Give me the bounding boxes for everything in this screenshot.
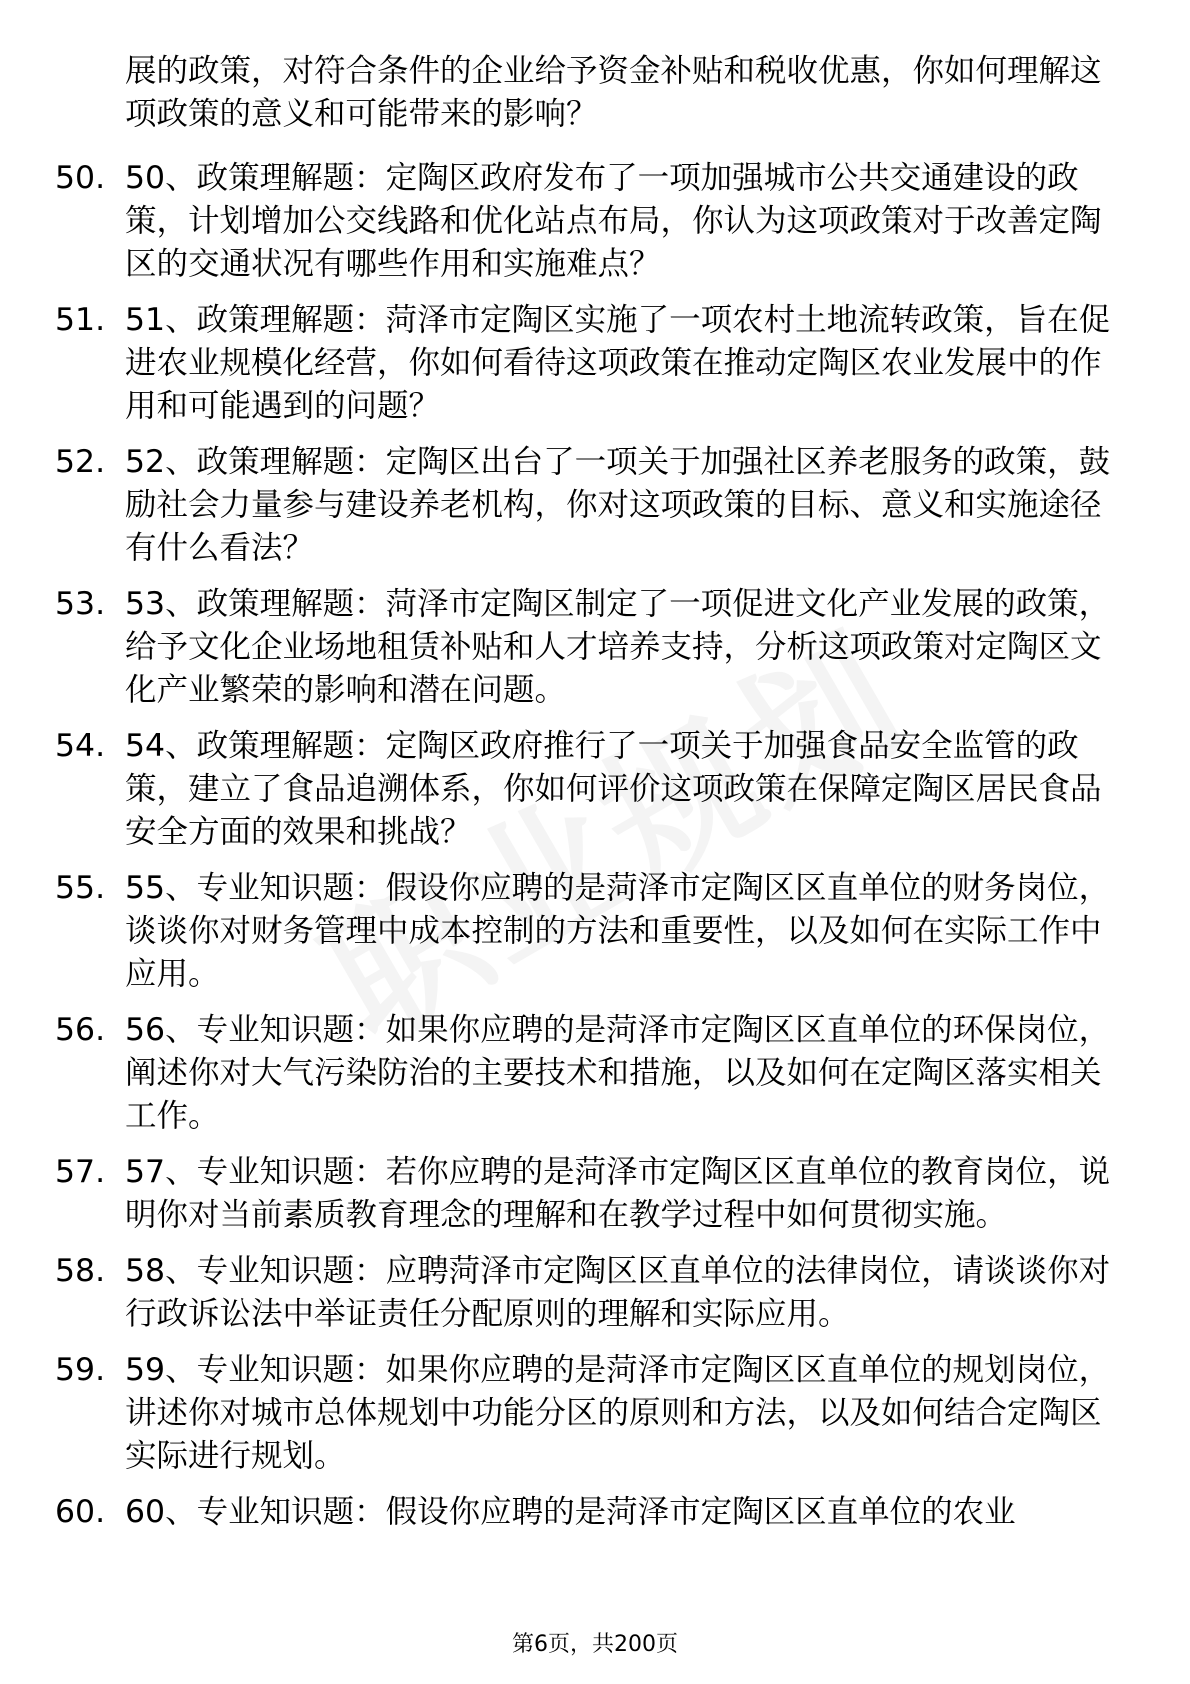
item-number: 52. [55,444,106,480]
item-number: 56. [55,1012,106,1048]
list-item [0,725,1190,854]
list-item [0,299,1190,428]
item-text: 50、政策理解题：定陶区政府发布了一项加强城市公共交通建设的政策，计划增加公交线路和优化站点布局，你认为这项政策对于改善定陶区的交通状况有哪些作用和实施难点？ [125,160,1102,282]
item-number: 59. [55,1352,106,1388]
item-text: 54、政策理解题：定陶区政府推行了一项关于加强食品安全监管的政策，建立了食品追溯体系，你如何评价这项政策在保障定陶区居民食品安全方面的效果和挑战？ [125,728,1102,850]
list-item [0,441,1190,570]
item-number: 50. [55,160,106,196]
question-list [0,157,1190,1547]
item-text: 58、专业知识题：应聘菏泽市定陶区区直单位的法律岗位，请谈谈你对行政诉讼法中举证责任分配原则的理解和实际应用。 [125,1253,1111,1332]
list-item [0,1349,1190,1478]
list-item [0,583,1190,712]
page-footer: 第6页，共200页 [512,1632,678,1657]
item-text: 59、专业知识题：如果你应聘的是菏泽市定陶区区直单位的规划岗位，讲述你对城市总体规划中功能分区的原则和方法，以及如何结合定陶区实际进行规划。 [125,1352,1111,1474]
item-number: 57. [55,1154,106,1190]
item-text: 57、专业知识题：若你应聘的是菏泽市定陶区区直单位的教育岗位，说明你对当前素质教育理念的理解和在教学过程中如何贯彻实施。 [125,1154,1111,1233]
list-item [0,1250,1190,1336]
item-text: 53、政策理解题：菏泽市定陶区制定了一项促进文化产业发展的政策，给予文化企业场地租赁补贴和人才培养支持，分析这项政策对定陶区文化产业繁荣的影响和潜在问题。 [125,586,1111,708]
item-text: 56、专业知识题：如果你应聘的是菏泽市定陶区区直单位的环保岗位，阐述你对大气污染防治的主要技术和措施，以及如何在定陶区落实相关工作。 [125,1012,1111,1134]
item-number: 60. [55,1494,106,1530]
list-item [0,867,1190,996]
item-text: 60、专业知识题：假设你应聘的是菏泽市定陶区区直单位的农业 [125,1494,1016,1530]
item-number: 58. [55,1253,106,1289]
list-item [0,1151,1190,1237]
item-number: 55. [55,870,106,906]
item-text: 51、政策理解题：菏泽市定陶区实施了一项农村土地流转政策，旨在促进农业规模化经营，你如何看待这项政策在推动定陶区农业发展中的作用和可能遇到的问题？ [125,302,1111,424]
item-text: 52、政策理解题：定陶区出台了一项关于加强社区养老服务的政策，鼓励社会力量参与建设养老机构，你对这项政策的目标、意义和实施途径有什么看法？ [125,444,1111,566]
list-item [0,1009,1190,1138]
item-number: 51. [55,302,106,338]
list-item [0,1491,1190,1534]
item-number: 54. [55,728,106,764]
continuation-paragraph: 展的政策，对符合条件的企业给予资金补贴和税收优惠，你如何理解这项政策的意义和可能带来的影响？ [125,53,1102,132]
list-item [0,157,1190,286]
item-text: 55、专业知识题：假设你应聘的是菏泽市定陶区区直单位的财务岗位，谈谈你对财务管理中成本控制的方法和重要性，以及如何在实际工作中应用。 [125,870,1111,992]
item-number: 53. [55,586,106,622]
